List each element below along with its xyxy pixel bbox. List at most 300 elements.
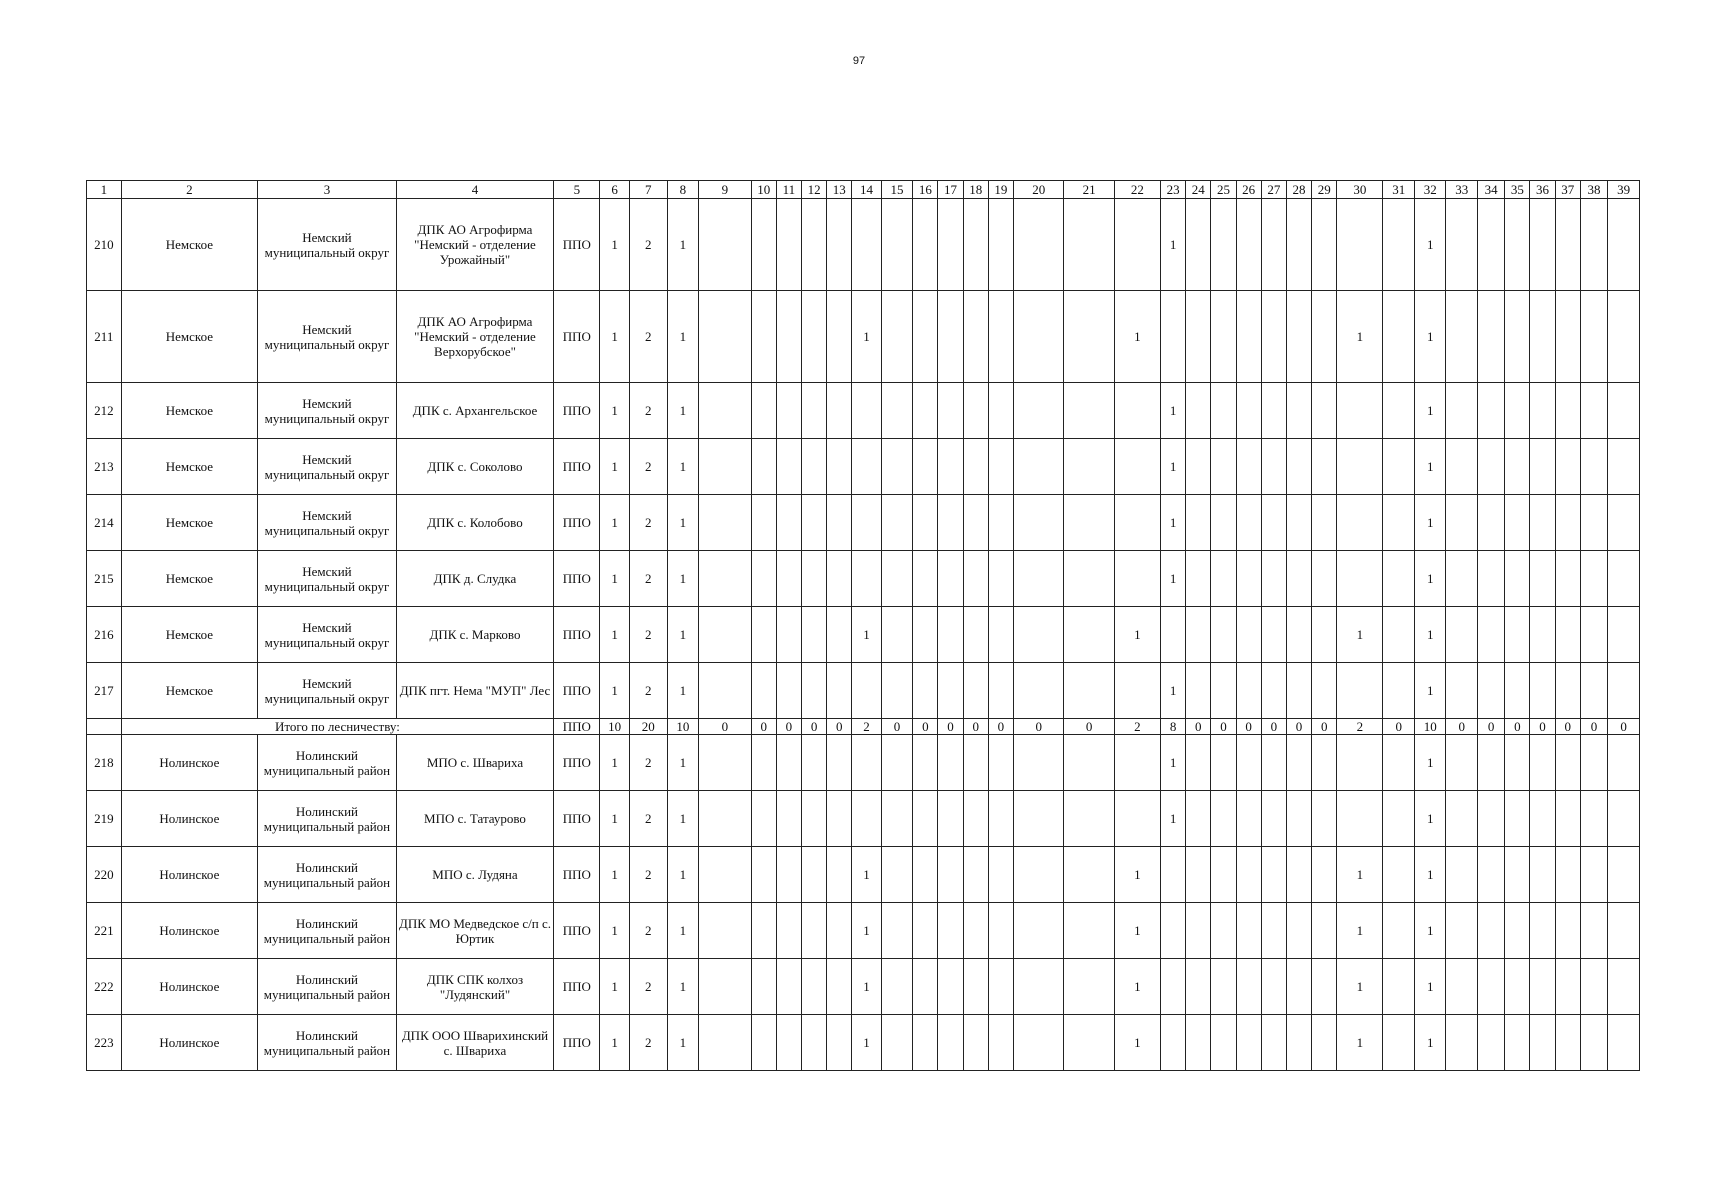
col-27-cell xyxy=(1261,199,1286,291)
col-31-cell xyxy=(1383,903,1415,959)
col-19-cell xyxy=(988,735,1013,791)
col-31-cell xyxy=(1383,495,1415,551)
col-37-cell xyxy=(1555,439,1580,495)
header-cell-39: 39 xyxy=(1608,181,1640,199)
col-14-cell xyxy=(852,199,881,291)
col-18-cell xyxy=(963,959,988,1015)
col-20-cell xyxy=(1014,199,1064,291)
col-15-cell xyxy=(881,291,913,383)
col-12-cell xyxy=(801,1015,826,1071)
col-6-cell: 1 xyxy=(600,551,629,607)
col-34-cell xyxy=(1477,199,1504,291)
col-20-cell xyxy=(1014,607,1064,663)
col-8-cell: 1 xyxy=(667,607,699,663)
col-32-cell: 1 xyxy=(1414,551,1446,607)
col-37-cell xyxy=(1555,663,1580,719)
col-31-cell xyxy=(1383,663,1415,719)
col-37-cell xyxy=(1555,847,1580,903)
col-39-cell xyxy=(1608,495,1640,551)
header-cell-31: 31 xyxy=(1383,181,1415,199)
col-24-cell xyxy=(1186,735,1211,791)
col-33-cell xyxy=(1446,439,1478,495)
col-23-cell: 1 xyxy=(1160,495,1185,551)
col-38-cell xyxy=(1580,495,1607,551)
col-33-cell xyxy=(1446,791,1478,847)
total-col-8-cell: 10 xyxy=(667,719,699,735)
forestry-cell: Немское xyxy=(121,383,258,439)
header-cell-12: 12 xyxy=(801,181,826,199)
col-36-cell xyxy=(1530,291,1555,383)
header-cell-32: 32 xyxy=(1414,181,1446,199)
col-31-cell xyxy=(1383,847,1415,903)
col-17-cell xyxy=(938,551,963,607)
col-31-cell xyxy=(1383,291,1415,383)
col-12-cell xyxy=(801,291,826,383)
unit-cell: ДПК с. Архангельское xyxy=(396,383,554,439)
col-18-cell xyxy=(963,551,988,607)
col-17-cell xyxy=(938,439,963,495)
col-20-cell xyxy=(1014,663,1064,719)
col-18-cell xyxy=(963,439,988,495)
col-9-cell xyxy=(699,735,752,791)
col-20-cell xyxy=(1014,735,1064,791)
header-cell-14: 14 xyxy=(852,181,881,199)
col-26-cell xyxy=(1236,383,1261,439)
col-35-cell xyxy=(1505,551,1530,607)
col-26-cell xyxy=(1236,791,1261,847)
col-28-cell xyxy=(1286,439,1311,495)
col-23-cell xyxy=(1160,903,1185,959)
col-32-cell: 1 xyxy=(1414,735,1446,791)
col-26-cell xyxy=(1236,903,1261,959)
col-37-cell xyxy=(1555,735,1580,791)
col-32-cell: 1 xyxy=(1414,199,1446,291)
col-35-cell xyxy=(1505,199,1530,291)
col-36-cell xyxy=(1530,791,1555,847)
col-12-cell xyxy=(801,495,826,551)
header-cell-4: 4 xyxy=(396,181,554,199)
district-cell: Нолинский муниципальный район xyxy=(258,903,397,959)
col-20-cell xyxy=(1014,959,1064,1015)
col-10-cell xyxy=(751,199,776,291)
col-34-cell xyxy=(1477,791,1504,847)
total-label: Итого по лесничеству: xyxy=(121,719,554,735)
col-16-cell xyxy=(913,791,938,847)
col-28-cell xyxy=(1286,903,1311,959)
col-36-cell xyxy=(1530,1015,1555,1071)
col-22-cell xyxy=(1114,199,1160,291)
total-col-32-cell: 10 xyxy=(1414,719,1446,735)
col-35-cell xyxy=(1505,959,1530,1015)
total-col-11-cell: 0 xyxy=(776,719,801,735)
row-number-cell: 211 xyxy=(87,291,122,383)
col-9-cell xyxy=(699,291,752,383)
col-19-cell xyxy=(988,847,1013,903)
col-21-cell xyxy=(1064,383,1114,439)
col-18-cell xyxy=(963,1015,988,1071)
col-8-cell: 1 xyxy=(667,735,699,791)
col-22-cell xyxy=(1114,663,1160,719)
header-cell-19: 19 xyxy=(988,181,1013,199)
col-32-cell: 1 xyxy=(1414,607,1446,663)
col-10-cell xyxy=(751,607,776,663)
col-33-cell xyxy=(1446,383,1478,439)
type-cell: ППО xyxy=(554,735,600,791)
col-37-cell xyxy=(1555,291,1580,383)
col-22-cell xyxy=(1114,495,1160,551)
col-13-cell xyxy=(827,551,852,607)
col-34-cell xyxy=(1477,1015,1504,1071)
col-39-cell xyxy=(1608,735,1640,791)
col-25-cell xyxy=(1211,959,1236,1015)
row-number-cell: 221 xyxy=(87,903,122,959)
col-10-cell xyxy=(751,1015,776,1071)
total-col-16-cell: 0 xyxy=(913,719,938,735)
unit-cell: ДПК с. Колобово xyxy=(396,495,554,551)
col-12-cell xyxy=(801,551,826,607)
col-20-cell xyxy=(1014,439,1064,495)
col-25-cell xyxy=(1211,847,1236,903)
col-26-cell xyxy=(1236,439,1261,495)
col-8-cell: 1 xyxy=(667,791,699,847)
total-col-19-cell: 0 xyxy=(988,719,1013,735)
col-23-cell xyxy=(1160,847,1185,903)
col-17-cell xyxy=(938,903,963,959)
col-38-cell xyxy=(1580,199,1607,291)
col-24-cell xyxy=(1186,1015,1211,1071)
col-35-cell xyxy=(1505,847,1530,903)
col-34-cell xyxy=(1477,959,1504,1015)
col-18-cell xyxy=(963,383,988,439)
total-col-23-cell: 8 xyxy=(1160,719,1185,735)
col-25-cell xyxy=(1211,903,1236,959)
col-18-cell xyxy=(963,903,988,959)
col-35-cell xyxy=(1505,495,1530,551)
col-29-cell xyxy=(1312,791,1337,847)
col-15-cell xyxy=(881,607,913,663)
district-cell: Немский муниципальный округ xyxy=(258,439,397,495)
col-14-cell xyxy=(852,495,881,551)
col-29-cell xyxy=(1312,551,1337,607)
col-39-cell xyxy=(1608,199,1640,291)
col-39-cell xyxy=(1608,1015,1640,1071)
type-cell: ППО xyxy=(554,791,600,847)
col-6-cell: 1 xyxy=(600,383,629,439)
col-15-cell xyxy=(881,199,913,291)
type-cell: ППО xyxy=(554,903,600,959)
col-30-cell xyxy=(1337,551,1383,607)
col-15-cell xyxy=(881,495,913,551)
col-7-cell: 2 xyxy=(629,1015,667,1071)
col-24-cell xyxy=(1186,959,1211,1015)
col-8-cell: 1 xyxy=(667,495,699,551)
header-cell-22: 22 xyxy=(1114,181,1160,199)
col-38-cell xyxy=(1580,903,1607,959)
col-38-cell xyxy=(1580,291,1607,383)
district-cell: Нолинский муниципальный район xyxy=(258,1015,397,1071)
total-col-21-cell: 0 xyxy=(1064,719,1114,735)
col-21-cell xyxy=(1064,551,1114,607)
col-27-cell xyxy=(1261,551,1286,607)
total-col-15-cell: 0 xyxy=(881,719,913,735)
type-cell: ППО xyxy=(554,551,600,607)
forestry-cell: Немское xyxy=(121,663,258,719)
col-37-cell xyxy=(1555,199,1580,291)
col-25-cell xyxy=(1211,439,1236,495)
col-29-cell xyxy=(1312,847,1337,903)
col-37-cell xyxy=(1555,1015,1580,1071)
col-19-cell xyxy=(988,495,1013,551)
col-15-cell xyxy=(881,847,913,903)
col-26-cell xyxy=(1236,1015,1261,1071)
col-33-cell xyxy=(1446,607,1478,663)
col-13-cell xyxy=(827,903,852,959)
col-22-cell: 1 xyxy=(1114,903,1160,959)
col-8-cell: 1 xyxy=(667,383,699,439)
col-34-cell xyxy=(1477,903,1504,959)
col-39-cell xyxy=(1608,903,1640,959)
col-36-cell xyxy=(1530,903,1555,959)
col-6-cell: 1 xyxy=(600,903,629,959)
header-cell-30: 30 xyxy=(1337,181,1383,199)
col-31-cell xyxy=(1383,791,1415,847)
col-23-cell xyxy=(1160,959,1185,1015)
col-35-cell xyxy=(1505,903,1530,959)
row-number-cell: 212 xyxy=(87,383,122,439)
col-39-cell xyxy=(1608,959,1640,1015)
col-10-cell xyxy=(751,663,776,719)
total-blank-cell xyxy=(87,719,122,735)
table-row xyxy=(87,551,1640,607)
col-9-cell xyxy=(699,791,752,847)
col-30-cell: 1 xyxy=(1337,847,1383,903)
col-23-cell: 1 xyxy=(1160,791,1185,847)
col-28-cell xyxy=(1286,551,1311,607)
col-11-cell xyxy=(776,439,801,495)
type-cell: ППО xyxy=(554,607,600,663)
unit-cell: ДПК пгт. Нема "МУП" Лес xyxy=(396,663,554,719)
col-27-cell xyxy=(1261,791,1286,847)
header-cell-13: 13 xyxy=(827,181,852,199)
col-28-cell xyxy=(1286,1015,1311,1071)
col-34-cell xyxy=(1477,663,1504,719)
col-39-cell xyxy=(1608,847,1640,903)
col-27-cell xyxy=(1261,291,1286,383)
col-33-cell xyxy=(1446,1015,1478,1071)
district-cell: Немский муниципальный округ xyxy=(258,291,397,383)
col-29-cell xyxy=(1312,607,1337,663)
col-23-cell: 1 xyxy=(1160,383,1185,439)
col-8-cell: 1 xyxy=(667,291,699,383)
col-11-cell xyxy=(776,847,801,903)
col-10-cell xyxy=(751,439,776,495)
col-27-cell xyxy=(1261,495,1286,551)
col-13-cell xyxy=(827,495,852,551)
col-30-cell xyxy=(1337,735,1383,791)
col-25-cell xyxy=(1211,607,1236,663)
total-col-27-cell: 0 xyxy=(1261,719,1286,735)
total-col-12-cell: 0 xyxy=(801,719,826,735)
col-8-cell: 1 xyxy=(667,199,699,291)
col-26-cell xyxy=(1236,291,1261,383)
col-17-cell xyxy=(938,735,963,791)
col-38-cell xyxy=(1580,1015,1607,1071)
col-15-cell xyxy=(881,791,913,847)
col-14-cell: 1 xyxy=(852,847,881,903)
col-36-cell xyxy=(1530,663,1555,719)
col-16-cell xyxy=(913,847,938,903)
col-39-cell xyxy=(1608,439,1640,495)
col-18-cell xyxy=(963,663,988,719)
col-6-cell: 1 xyxy=(600,1015,629,1071)
col-9-cell xyxy=(699,383,752,439)
col-7-cell: 2 xyxy=(629,495,667,551)
col-39-cell xyxy=(1608,383,1640,439)
col-11-cell xyxy=(776,495,801,551)
col-35-cell xyxy=(1505,735,1530,791)
col-32-cell: 1 xyxy=(1414,959,1446,1015)
col-23-cell: 1 xyxy=(1160,551,1185,607)
col-33-cell xyxy=(1446,291,1478,383)
col-17-cell xyxy=(938,607,963,663)
header-cell-25: 25 xyxy=(1211,181,1236,199)
col-7-cell: 2 xyxy=(629,735,667,791)
col-7-cell: 2 xyxy=(629,199,667,291)
col-24-cell xyxy=(1186,663,1211,719)
col-22-cell: 1 xyxy=(1114,1015,1160,1071)
col-21-cell xyxy=(1064,199,1114,291)
col-7-cell: 2 xyxy=(629,383,667,439)
district-cell: Немский муниципальный округ xyxy=(258,663,397,719)
col-6-cell: 1 xyxy=(600,495,629,551)
col-38-cell xyxy=(1580,959,1607,1015)
table-row xyxy=(87,959,1640,1015)
col-36-cell xyxy=(1530,959,1555,1015)
district-cell: Немский муниципальный округ xyxy=(258,551,397,607)
header-row xyxy=(87,181,1640,199)
col-9-cell xyxy=(699,959,752,1015)
col-36-cell xyxy=(1530,607,1555,663)
forestry-cell: Немское xyxy=(121,495,258,551)
col-14-cell: 1 xyxy=(852,1015,881,1071)
col-27-cell xyxy=(1261,1015,1286,1071)
col-36-cell xyxy=(1530,199,1555,291)
col-28-cell xyxy=(1286,383,1311,439)
total-col-5-cell: ППО xyxy=(554,719,600,735)
col-12-cell xyxy=(801,439,826,495)
col-10-cell xyxy=(751,959,776,1015)
col-36-cell xyxy=(1530,847,1555,903)
header-cell-29: 29 xyxy=(1312,181,1337,199)
col-9-cell xyxy=(699,199,752,291)
col-35-cell xyxy=(1505,663,1530,719)
col-23-cell: 1 xyxy=(1160,735,1185,791)
col-13-cell xyxy=(827,959,852,1015)
col-17-cell xyxy=(938,663,963,719)
row-number-cell: 216 xyxy=(87,607,122,663)
col-7-cell: 2 xyxy=(629,903,667,959)
table-row xyxy=(87,791,1640,847)
col-10-cell xyxy=(751,847,776,903)
forestry-cell: Нолинское xyxy=(121,735,258,791)
col-12-cell xyxy=(801,791,826,847)
col-24-cell xyxy=(1186,291,1211,383)
col-30-cell xyxy=(1337,439,1383,495)
header-cell-35: 35 xyxy=(1505,181,1530,199)
col-25-cell xyxy=(1211,791,1236,847)
col-29-cell xyxy=(1312,383,1337,439)
total-row xyxy=(87,719,1640,735)
col-13-cell xyxy=(827,439,852,495)
col-27-cell xyxy=(1261,847,1286,903)
col-9-cell xyxy=(699,495,752,551)
col-6-cell: 1 xyxy=(600,791,629,847)
col-38-cell xyxy=(1580,791,1607,847)
col-27-cell xyxy=(1261,663,1286,719)
forestry-cell: Немское xyxy=(121,607,258,663)
header-cell-8: 8 xyxy=(667,181,699,199)
col-29-cell xyxy=(1312,1015,1337,1071)
col-9-cell xyxy=(699,663,752,719)
col-9-cell xyxy=(699,1015,752,1071)
col-12-cell xyxy=(801,735,826,791)
col-6-cell: 1 xyxy=(600,199,629,291)
col-15-cell xyxy=(881,903,913,959)
col-21-cell xyxy=(1064,663,1114,719)
col-17-cell xyxy=(938,495,963,551)
col-27-cell xyxy=(1261,607,1286,663)
col-30-cell xyxy=(1337,791,1383,847)
col-7-cell: 2 xyxy=(629,847,667,903)
col-12-cell xyxy=(801,847,826,903)
unit-cell: ДПК с. Марково xyxy=(396,607,554,663)
col-26-cell xyxy=(1236,199,1261,291)
col-15-cell xyxy=(881,663,913,719)
col-8-cell: 1 xyxy=(667,847,699,903)
col-24-cell xyxy=(1186,903,1211,959)
header-cell-37: 37 xyxy=(1555,181,1580,199)
district-cell: Нолинский муниципальный район xyxy=(258,735,397,791)
total-col-6-cell: 10 xyxy=(600,719,629,735)
col-38-cell xyxy=(1580,663,1607,719)
header-cell-7: 7 xyxy=(629,181,667,199)
col-39-cell xyxy=(1608,791,1640,847)
header-cell-16: 16 xyxy=(913,181,938,199)
header-cell-6: 6 xyxy=(600,181,629,199)
col-16-cell xyxy=(913,1015,938,1071)
col-13-cell xyxy=(827,791,852,847)
col-12-cell xyxy=(801,903,826,959)
header-cell-27: 27 xyxy=(1261,181,1286,199)
col-20-cell xyxy=(1014,551,1064,607)
col-7-cell: 2 xyxy=(629,291,667,383)
col-26-cell xyxy=(1236,551,1261,607)
col-32-cell: 1 xyxy=(1414,1015,1446,1071)
col-20-cell xyxy=(1014,903,1064,959)
col-22-cell: 1 xyxy=(1114,607,1160,663)
col-9-cell xyxy=(699,847,752,903)
header-cell-24: 24 xyxy=(1186,181,1211,199)
col-38-cell xyxy=(1580,383,1607,439)
col-33-cell xyxy=(1446,199,1478,291)
forestry-cell: Нолинское xyxy=(121,903,258,959)
total-col-20-cell: 0 xyxy=(1014,719,1064,735)
col-13-cell xyxy=(827,199,852,291)
col-16-cell xyxy=(913,903,938,959)
col-25-cell xyxy=(1211,551,1236,607)
unit-cell: ДПК АО Агрофирма "Немский - отделение Урожайный" xyxy=(396,199,554,291)
header-cell-28: 28 xyxy=(1286,181,1311,199)
